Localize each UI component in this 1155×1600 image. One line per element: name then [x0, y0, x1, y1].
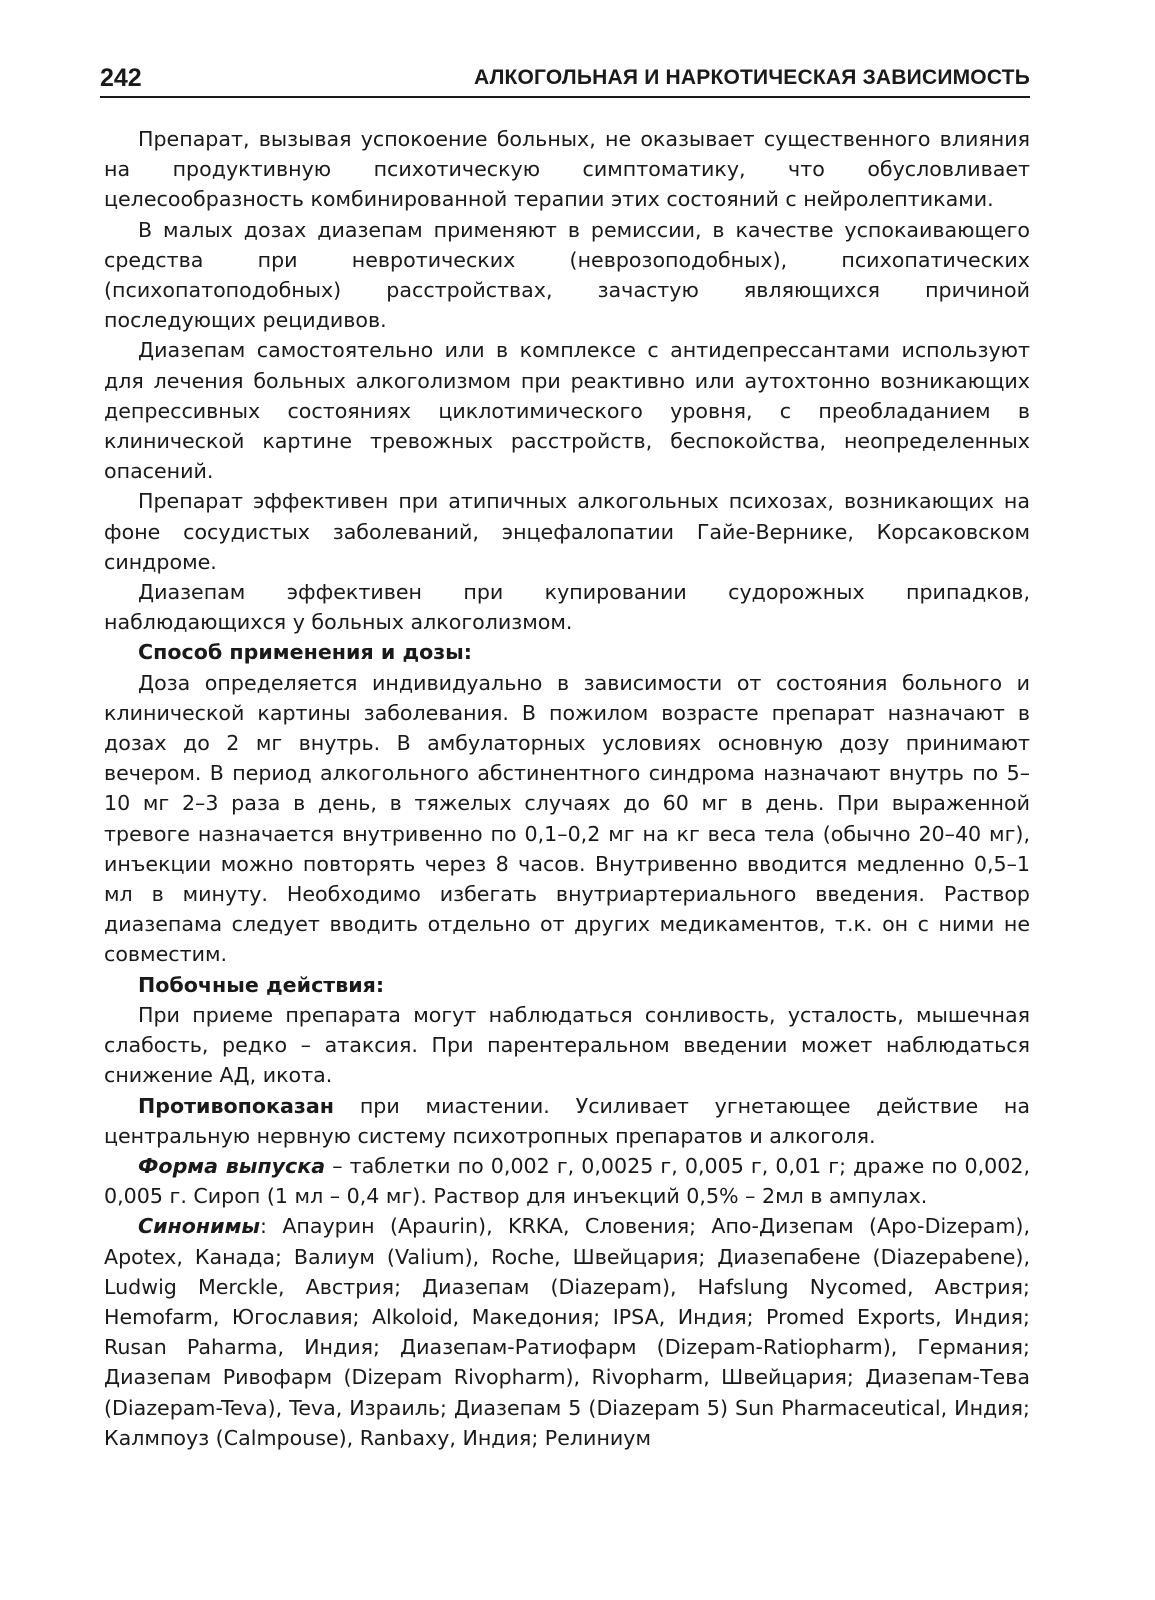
- side-effects-heading: Побочные действия:: [138, 972, 385, 997]
- contraindications-paragraph: [104, 1091, 1030, 1151]
- running-head: АЛКОГОЛЬНАЯ И НАРКОТИЧЕСКАЯ ЗАВИСИМОСТЬ: [473, 66, 1030, 89]
- dosage-heading: Способ применения и дозы:: [138, 640, 473, 665]
- page-header: [100, 60, 1030, 98]
- side-effects-paragraph: При приеме препарата могут наблюдаться сонливость, усталость, мышечная слабость, редко – атаксия. При парентеральном введении может наблюдаться снижение АД, икота.: [104, 1002, 1030, 1088]
- release-form-text: – таблетки по 0,002 г, 0,0025 г, 0,005 г, 0,01 г; драже по 0,002, 0,005 г. Сироп (1 мл – 0,4 мг). Раствор для инъекций 0,5% – 2мл в ампулах.: [104, 1153, 1030, 1209]
- contraindications-label: Противопоказан: [138, 1093, 335, 1118]
- page-body: [104, 124, 1030, 1453]
- paragraph: Препарат эффективен при атипичных алкогольных психозах, возникающих на фоне сосудистых заболеваний, энцефалопатии Гайе-Вернике, Корсаковском синдроме.: [104, 489, 1030, 574]
- release-form-paragraph: [104, 1151, 1030, 1211]
- paragraph: Диазепам самостоятельно или в комплексе с антидепрессантами используют для лечения больных алкоголизмом при реактивно или аутохтонно возникающих депрессивных состояниях циклотимического уровня, с преобладанием в клинической картине тревожных расстройств, беспокойства, неопределенных опасений.: [104, 338, 1030, 484]
- contraindications-text: при миастении. Усиливает угнетающее действие на центральную нервную систему психотропных препаратов и алкоголя.: [104, 1093, 1030, 1148]
- page-number: 242: [100, 64, 142, 92]
- synonyms-paragraph: [104, 1211, 1030, 1453]
- synonyms-label: Синонимы: [138, 1214, 261, 1239]
- release-form-label: Форма выпуска: [138, 1153, 326, 1178]
- paragraph: Диазепам эффективен при купировании судорожных припадков, наблюдающихся у больных алкоголизмом.: [104, 580, 1030, 635]
- dosage-paragraph: Доза определяется индивидуально в зависимости от состояния больного и клинической картины заболевания. В пожилом возрасте препарат назначают в дозах до 2 мг внутрь. В амбулаторных условиях основную дозу принимают вечером. В период алкогольного абстинентного синдрома назначают внутрь по 5–10 мг 2–3 раза в день, в тяжелых случаях до 60 мг в день. При выраженной тревоге назначается внутривенно по 0,1–0,2 мг на кг веса тела (обычно 20–40 мг), инъекции можно повторять через 8 часов. Внутривенно вводится медленно 0,5–1 мл в минуту. Необходимо избегать внутриартериального введения. Раствор диазепама следует вводить отдельно от других медикаментов, т.к. он с ними не совместим.: [104, 670, 1030, 967]
- paragraph: В малых дозах диазепам применяют в ремиссии, в качестве успокаивающего средства при невротических (неврозоподобных), психопатических (психопатоподобных) расстройствах, зачастую являющихся причиной последующих рецидивов.: [104, 217, 1030, 333]
- paragraph: Препарат, вызывая успокоение больных, не оказывает существенного влияния на продуктивную психотическую симптоматику, что обусловливает целесообразность комбинированной терапии этих состояний с нейролептиками.: [104, 127, 1030, 212]
- synonyms-text: : Апаурин (Apaurin), KRKA, Словения; Апо-Дизепам (Apo-Dizepam), Apotex, Канада; Валиум (Valium), Roche, Швейцария; Диазепабене (Diazepabene), Ludwig Merckle, Австрия; Диазепам (Diazepam), Hafslung Nycomed, Австрия; Hemofarm, Югославия; Alkoloid, Македония; IPSA, Индия; Promed Exports, Индия; Rusan Paharma, Индия; Диазепам-Ратиофарм (Dizepam-Ratiopharm), Германия; Диазепам Ривофарм (Dizepam Rivopharm), Rivopharm, Швейцария; Диазепам-Тева (Diazepam-Teva), Teva, Израиль; Диазепам 5 (Diazepam 5) Sun Pharmaceutical, Индия; Калмпоуз (Calmpouse), Ranbaxy, Индия; Релиниум: [104, 1214, 1030, 1450]
